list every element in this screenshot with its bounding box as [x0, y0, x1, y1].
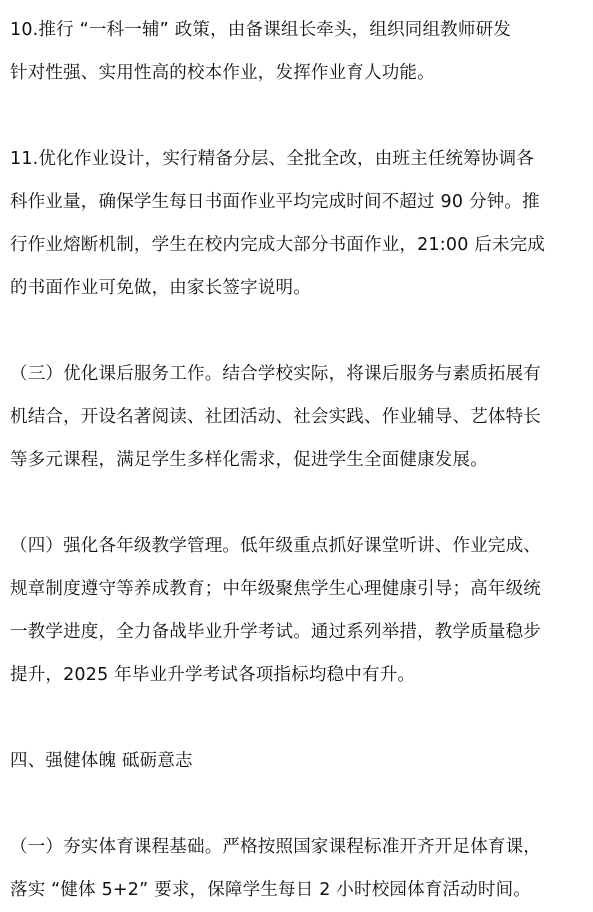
text-line: 科作业量，确保学生每日书面作业平均完成时间不超过 90 分钟。推	[10, 192, 540, 212]
paragraph-4	[10, 525, 588, 697]
paragraph-10	[10, 9, 588, 95]
text-line: 落实 “健体 5+2” 要求，保障学生每日 2 小时校园体育活动时间。	[10, 880, 532, 900]
text-line: （四）强化各年级教学管理。低年级重点抓好课堂听讲、作业完成、	[10, 536, 541, 556]
paragraph-1	[10, 826, 588, 912]
heading-line: 四、强健体魄 砥砺意志	[10, 751, 193, 771]
text-line: 一教学进度，全力备战毕业升学考试。通过系列举措，教学质量稳步	[10, 622, 541, 642]
text-line: 机结合，开设名著阅读、社团活动、社会实践、作业辅导、艺体特长	[10, 407, 541, 427]
text-line: 行作业熔断机制，学生在校内完成大部分书面作业，21:00 后未完成	[10, 235, 546, 255]
text-line: （一）夯实体育课程基础。严格按照国家课程标准开齐开足体育课，	[10, 837, 541, 857]
text-line: （三）优化课后服务工作。结合学校实际，将课后服务与素质拓展有	[10, 364, 541, 384]
section-heading-4	[10, 740, 588, 783]
text-line: 提升，2025 年毕业升学考试各项指标均稳中有升。	[10, 665, 416, 685]
text-line: 等多元课程，满足学生多样化需求，促进学生全面健康发展。	[10, 450, 488, 470]
paragraph-11	[10, 138, 588, 310]
text-line: 规章制度遵守等养成教育；中年级聚焦学生心理健康引导；高年级统	[10, 579, 541, 599]
text-line: 针对性强、实用性高的校本作业，发挥作业育人功能。	[10, 63, 435, 83]
text-line: 的书面作业可免做，由家长签字说明。	[10, 278, 311, 298]
paragraph-3	[10, 353, 588, 482]
text-line: 11.优化作业设计，实行精备分层、全批全改，由班主任统筹协调各	[10, 149, 535, 169]
text-line: 10.推行 “一科一辅” 政策，由备课组长牵头，组织同组教师研发	[10, 20, 511, 40]
